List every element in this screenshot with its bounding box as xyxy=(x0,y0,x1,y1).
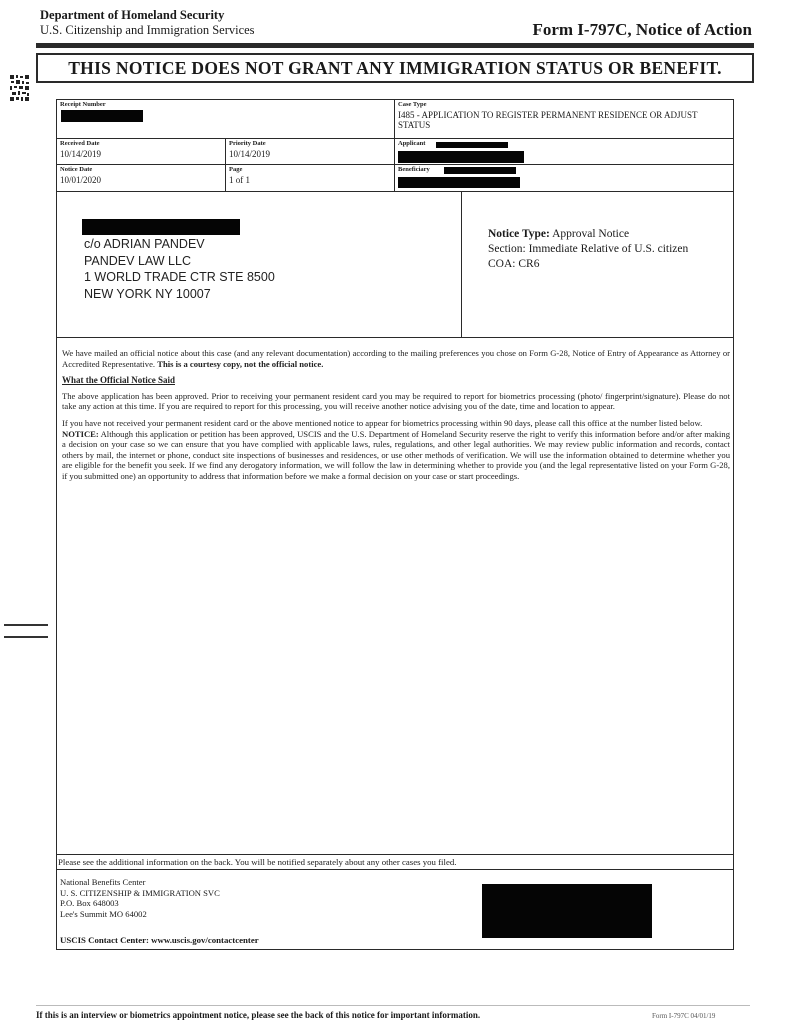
office-line-4: Lee's Summit MO 64002 xyxy=(60,908,147,919)
received-date-label: Received Date xyxy=(60,140,100,147)
agency-header xyxy=(40,8,255,38)
address-line-2: PANDEV LAW LLC xyxy=(84,253,191,268)
notice-type-info xyxy=(488,227,688,272)
notice-coa: COA: CR6 xyxy=(488,258,540,270)
case-type-cell xyxy=(394,99,734,139)
biometrics-paragraph: If you have not received your permanent resident card or the above mentioned notice to appear for biometrics processing within 90 days, please call this office at the number listed below. xyxy=(62,417,703,428)
redaction-beneficiary-a xyxy=(444,167,516,174)
contact-center: USCIS Contact Center: www.uscis.gov/contactcenter xyxy=(60,935,259,945)
redaction-applicant-b xyxy=(398,151,524,163)
status-banner: THIS NOTICE DOES NOT GRANT ANY IMMIGRATION STATUS OR BENEFIT. xyxy=(36,53,754,83)
address-line-1: c/o ADRIAN PANDEV xyxy=(84,237,205,251)
notice-type-label: Notice Type: xyxy=(488,228,550,240)
office-line-2: U. S. CITIZENSHIP & IMMIGRATION SVC xyxy=(60,887,220,898)
page-cell xyxy=(225,164,395,192)
case-type-label: Case Type xyxy=(398,101,427,108)
office-line-1: National Benefits Center xyxy=(60,877,146,887)
service-center-address xyxy=(60,877,220,919)
notice-date-label: Notice Date xyxy=(60,166,93,173)
priority-date-value: 10/14/2019 xyxy=(229,149,271,159)
notice-label: NOTICE: xyxy=(62,428,99,439)
office-line-3: P.O. Box 648003 xyxy=(60,898,119,909)
section-heading: What the Official Notice Said xyxy=(62,375,175,386)
beneficiary-label: Beneficiary xyxy=(398,166,430,173)
mailing-address xyxy=(84,236,275,302)
redaction-receipt-number xyxy=(61,110,143,122)
intro-text: We have mailed an official notice about this case (and any relevant documentation) according to the mailing preferences you chose on Form G-28, Notice of Entry of Appearance as Attorney or Accredited Representative. xyxy=(62,348,730,369)
notice-date-value: 10/01/2020 xyxy=(60,175,102,185)
address-line-4: NEW YORK NY 10007 xyxy=(84,286,211,301)
redaction-addressee xyxy=(82,219,240,235)
page-label: Page xyxy=(229,166,243,173)
header-rule xyxy=(36,43,754,48)
department-name: Department of Homeland Security xyxy=(40,8,225,22)
approval-paragraph: The above application has been approved. Prior to receiving your permanent resident card you may be required to report for biometrics processing (photo/ fingerprint/signature). Please do not take any action at this time. If you are required to report for this processing, you will receive another notice advising you of the date, time and location to appear. xyxy=(62,390,730,412)
form-edition: Form I-797C 04/01/19 xyxy=(652,1012,716,1020)
courtesy-copy-note: This is a courtesy copy, not the official notice. xyxy=(157,358,324,369)
notice-body xyxy=(62,348,730,488)
applicant-label: Applicant xyxy=(398,140,426,147)
margin-mark xyxy=(4,624,48,626)
notice-paragraph xyxy=(62,429,730,482)
priority-date-label: Priority Date xyxy=(229,140,266,147)
margin-mark xyxy=(4,636,48,638)
received-date-value: 10/14/2019 xyxy=(60,149,102,159)
intro-paragraph xyxy=(62,348,730,369)
redaction-beneficiary-b xyxy=(398,177,520,188)
bottom-note: If this is an interview or biometrics appointment notice, please see the back of this notice for important information. xyxy=(36,1010,481,1020)
priority-date-cell xyxy=(225,138,395,165)
receipt-number-label: Receipt Number xyxy=(60,101,106,108)
bottom-rule xyxy=(36,1005,750,1006)
form-title: Form I-797C, Notice of Action xyxy=(532,20,752,39)
notice-date-cell xyxy=(56,164,226,192)
office-divider xyxy=(56,869,734,870)
notice-section: Section: Immediate Relative of U.S. citizen xyxy=(488,243,689,255)
agency-name: U.S. Citizenship and Immigration Services xyxy=(40,23,255,37)
notice-type-value: Approval Notice xyxy=(552,228,630,240)
additional-info-text: Please see the additional information on the back. You will be notified separately about any other cases you filed. xyxy=(58,857,457,867)
case-type-value: I485 - APPLICATION TO REGISTER PERMANENT RESIDENCE OR ADJUST STATUS xyxy=(398,110,698,130)
received-date-cell xyxy=(56,138,226,165)
notice-text: Although this application or petition has been approved, USCIS and the U.S. Department of Homeland Security reserve the right to verify this information before and/or after making a decision on your case so we can ensure that you have complied with applicable laws, rules, regulations, and other legal authorities. We may review public information and records, contact others by mail, the internet or phone, conduct site inspections of businesses and residences, or use other methods of verification. We will use the information obtained to determine whether you are eligible for the benefit you seek. If we find any derogatory information, we will follow the law in determining whether to provide you (and the legal representative listed on your Form G-28, if you submitted one) an opportunity to address that information before we make a formal decision on your case or start proceedings. xyxy=(62,428,730,481)
barcode-icon xyxy=(9,74,31,102)
page-value: 1 of 1 xyxy=(229,175,250,185)
address-line-3: 1 WORLD TRADE CTR STE 8500 xyxy=(84,270,275,284)
redaction-applicant-a xyxy=(436,142,508,148)
redaction-footer-block xyxy=(482,884,652,938)
